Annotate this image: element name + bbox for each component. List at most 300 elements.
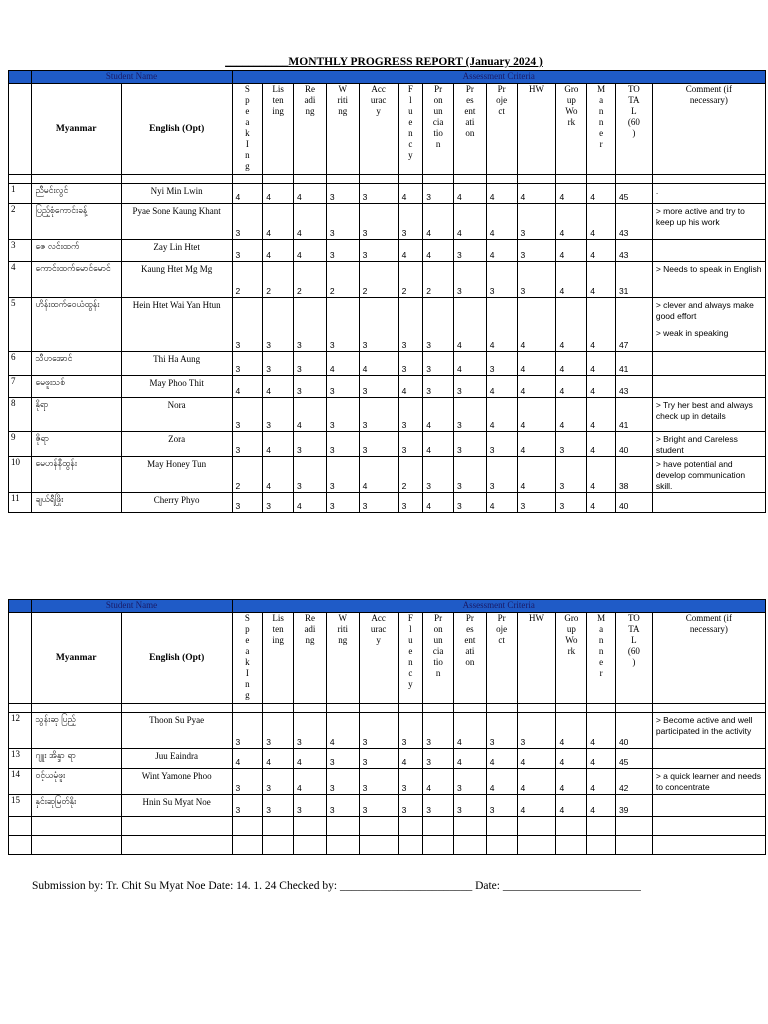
myanmar-name: ဇေ လင်းထက် xyxy=(31,240,121,262)
blank-cell xyxy=(232,817,263,836)
criteria-header-part: es xyxy=(466,624,474,634)
english-name: Thi Ha Aung xyxy=(121,352,232,376)
criteria-header-part: c xyxy=(408,668,413,678)
blank-cell xyxy=(359,817,398,836)
student-row xyxy=(9,749,766,769)
criteria-score: 3 xyxy=(326,184,359,204)
criteria-header-part: l xyxy=(409,624,412,634)
criteria-header-part: k xyxy=(245,657,250,667)
criteria-score: 3 xyxy=(423,749,454,769)
myanmar-name: ဂျူး အိန္ဒာ ရာ xyxy=(31,749,121,769)
criteria-score: 4 xyxy=(517,298,556,352)
criteria-score: 3 xyxy=(453,376,486,398)
criteria-header-part: oje xyxy=(496,624,508,634)
criteria-score: 3 xyxy=(232,398,263,432)
criteria-header-part: TO xyxy=(627,84,640,94)
criteria-score: 3 xyxy=(232,769,263,795)
criteria-header-part: ng xyxy=(305,106,315,116)
comment-text: . xyxy=(655,186,659,196)
criteria-header-part: e xyxy=(245,635,250,645)
criteria-header-part: ten xyxy=(272,95,284,105)
criteria-header-part: ing xyxy=(272,106,284,116)
number-header-cell xyxy=(9,613,32,704)
criteria-score: 4 xyxy=(263,376,294,398)
student-name-header: Student Name xyxy=(31,71,232,84)
comment-cell xyxy=(652,398,765,432)
criteria-header-part: e xyxy=(408,646,413,656)
spacer-row xyxy=(9,704,766,713)
criteria-score: 3 xyxy=(294,432,327,457)
criteria-header-10 xyxy=(556,613,587,704)
criteria-score: 4 xyxy=(517,432,556,457)
spacer-cell xyxy=(232,175,263,184)
comment-text: > clever and always make good effort xyxy=(655,300,754,321)
criteria-header-9 xyxy=(517,613,556,704)
row-number: 7 xyxy=(9,376,32,398)
criteria-header-0 xyxy=(232,84,263,175)
blank-cell xyxy=(326,817,359,836)
criteria-header-part: k xyxy=(245,128,250,138)
row-number: 14 xyxy=(9,769,32,795)
criteria-header-part: y xyxy=(408,679,413,689)
criteria-header-11 xyxy=(587,613,616,704)
english-name: Juu Eaindra xyxy=(121,749,232,769)
criteria-score: 2 xyxy=(232,262,263,298)
student-row xyxy=(9,298,766,352)
criteria-header-part: (60 xyxy=(627,646,640,656)
criteria-score: 3 xyxy=(486,795,517,817)
spacer-cell xyxy=(652,704,765,713)
blank-cell xyxy=(517,817,556,836)
english-name: Thoon Su Pyae xyxy=(121,713,232,749)
criteria-score: 4 xyxy=(423,432,454,457)
criteria-score: 3 xyxy=(232,432,263,457)
criteria-score: 4 xyxy=(517,184,556,204)
criteria-header-part: riti xyxy=(337,95,348,105)
blank-cell xyxy=(359,836,398,855)
criteria-score: 3 xyxy=(359,376,398,398)
criteria-header-part: HW xyxy=(529,613,544,623)
student-row xyxy=(9,713,766,749)
criteria-score: 4 xyxy=(294,749,327,769)
criteria-header-part: ct xyxy=(498,106,505,116)
criteria-score: 3 xyxy=(359,432,398,457)
criteria-score: 3 xyxy=(398,713,423,749)
criteria-header-part: up xyxy=(566,624,576,634)
spacer-cell xyxy=(263,704,294,713)
assessment-criteria-header: Assessment Criteria xyxy=(232,600,765,613)
spacer-cell xyxy=(263,175,294,184)
criteria-score: 3 xyxy=(294,713,327,749)
criteria-header-part: TA xyxy=(628,95,640,105)
criteria-score: 3 xyxy=(326,376,359,398)
criteria-score: 4 xyxy=(232,184,263,204)
blank-cell xyxy=(232,836,263,855)
criteria-score: 4 xyxy=(294,493,327,513)
criteria-score: 3 xyxy=(423,457,454,493)
criteria-score: 2 xyxy=(359,262,398,298)
criteria-score: 3 xyxy=(517,204,556,240)
criteria-score: 3 xyxy=(556,457,587,493)
criteria-score: 3 xyxy=(359,795,398,817)
criteria-header-part: F xyxy=(407,613,413,623)
criteria-score: 4 xyxy=(359,457,398,493)
student-row xyxy=(9,432,766,457)
criteria-score: 3 xyxy=(486,457,517,493)
criteria-header-part: Acc xyxy=(371,84,386,94)
criteria-header-part: ) xyxy=(632,657,636,667)
criteria-score: 3 xyxy=(517,262,556,298)
english-name: Nora xyxy=(121,398,232,432)
criteria-header-part: S xyxy=(244,613,250,623)
criteria-score: 3 xyxy=(517,493,556,513)
comment-cell xyxy=(652,457,765,493)
spacer-cell xyxy=(486,175,517,184)
criteria-header-part: Gro xyxy=(564,84,579,94)
criteria-header-part: on xyxy=(433,95,443,105)
total-score: 40 xyxy=(615,713,652,749)
comment-text: > Needs to speak in English xyxy=(655,264,762,274)
spacer-cell xyxy=(453,175,486,184)
criteria-score: 3 xyxy=(398,398,423,432)
row-number: 3 xyxy=(9,240,32,262)
criteria-score: 3 xyxy=(453,493,486,513)
criteria-header-part: L xyxy=(631,635,637,645)
progress-table-1 xyxy=(8,70,766,513)
criteria-score: 2 xyxy=(398,262,423,298)
criteria-header-part: F xyxy=(407,84,413,94)
total-score: 45 xyxy=(615,749,652,769)
myanmar-name: ဇိုရာ xyxy=(31,432,121,457)
myanmar-name: ဟိန်းထက်ဝေယံထွန်း xyxy=(31,298,121,352)
criteria-header-part: y xyxy=(376,635,381,645)
blank-cell xyxy=(615,817,652,836)
spacer-cell xyxy=(587,704,616,713)
student-name-header: Student Name xyxy=(31,600,232,613)
comment-text: > Try her best and always check up in details xyxy=(655,400,753,421)
comment-text: > more active and try to keep up his work xyxy=(655,206,745,227)
criteria-score: 4 xyxy=(486,493,517,513)
criteria-header-part: W xyxy=(338,84,347,94)
criteria-score: 3 xyxy=(263,352,294,376)
criteria-header-part: n xyxy=(598,646,604,656)
spacer-cell xyxy=(453,704,486,713)
spacer-cell xyxy=(652,175,765,184)
criteria-header-part: Acc xyxy=(371,613,386,623)
spacer-cell xyxy=(398,175,423,184)
criteria-header-10 xyxy=(556,84,587,175)
criteria-score: 4 xyxy=(263,184,294,204)
criteria-header-part: Gro xyxy=(564,613,579,623)
myanmar-name: ပြည့်စုံကောင်းခန့် xyxy=(31,204,121,240)
criteria-score: 3 xyxy=(359,493,398,513)
total-score: 43 xyxy=(615,204,652,240)
criteria-header-part: l xyxy=(409,95,412,105)
criteria-score: 4 xyxy=(232,749,263,769)
criteria-score: 3 xyxy=(423,713,454,749)
criteria-score: 3 xyxy=(326,749,359,769)
criteria-header-part: ati xyxy=(465,646,475,656)
criteria-header-part: g xyxy=(245,690,250,700)
student-row xyxy=(9,204,766,240)
criteria-score: 3 xyxy=(453,262,486,298)
criteria-header-part: on xyxy=(465,128,475,138)
english-name: Hein Htet Wai Yan Htun xyxy=(121,298,232,352)
criteria-header-part: TO xyxy=(627,613,640,623)
criteria-header-part: y xyxy=(376,106,381,116)
spacer-cell xyxy=(615,704,652,713)
criteria-score: 4 xyxy=(556,352,587,376)
progress-table-2 xyxy=(8,599,766,855)
criteria-header-part: cia xyxy=(432,646,444,656)
total-score: 40 xyxy=(615,432,652,457)
blank-cell xyxy=(423,836,454,855)
spacer-cell xyxy=(31,175,121,184)
spacer-cell xyxy=(556,175,587,184)
total-score: 43 xyxy=(615,376,652,398)
criteria-header-13 xyxy=(652,84,765,175)
spacer-row xyxy=(9,175,766,184)
row-number: 13 xyxy=(9,749,32,769)
band-blank-cell xyxy=(9,600,32,613)
criteria-score: 4 xyxy=(517,352,556,376)
header-band-row xyxy=(9,600,766,613)
criteria-score: 4 xyxy=(453,749,486,769)
criteria-score: 3 xyxy=(453,240,486,262)
row-number: 10 xyxy=(9,457,32,493)
criteria-score: 4 xyxy=(587,398,616,432)
criteria-score: 4 xyxy=(326,713,359,749)
criteria-header-part: ) xyxy=(632,128,636,138)
student-row xyxy=(9,457,766,493)
criteria-score: 2 xyxy=(326,262,359,298)
criteria-score: 3 xyxy=(326,769,359,795)
criteria-score: 3 xyxy=(326,457,359,493)
criteria-header-part: a xyxy=(599,624,604,634)
comment-cell xyxy=(652,795,765,817)
blank-cell xyxy=(294,836,327,855)
spacer-cell xyxy=(398,704,423,713)
criteria-header-part: Pr xyxy=(465,84,474,94)
criteria-score: 3 xyxy=(453,398,486,432)
criteria-header-part: on xyxy=(433,624,443,634)
criteria-header-part: tio xyxy=(433,128,443,138)
criteria-score: 4 xyxy=(486,204,517,240)
criteria-score: 3 xyxy=(263,298,294,352)
english-header: English (Opt) xyxy=(121,613,232,704)
row-number: 15 xyxy=(9,795,32,817)
criteria-score: 4 xyxy=(486,398,517,432)
criteria-header-part: adi xyxy=(304,624,316,634)
criteria-header-part: n xyxy=(408,657,413,667)
criteria-header-part: c xyxy=(408,139,413,149)
criteria-score: 4 xyxy=(587,352,616,376)
criteria-score: 3 xyxy=(398,769,423,795)
criteria-score: 4 xyxy=(587,376,616,398)
criteria-header-11 xyxy=(587,84,616,175)
criteria-header-part: n xyxy=(408,128,413,138)
criteria-score: 4 xyxy=(423,204,454,240)
blank-cell xyxy=(486,836,517,855)
criteria-score: 3 xyxy=(294,795,327,817)
comment-cell xyxy=(652,298,765,352)
criteria-header-6 xyxy=(423,613,454,704)
student-row xyxy=(9,769,766,795)
total-score: 39 xyxy=(615,795,652,817)
criteria-score: 3 xyxy=(453,795,486,817)
comment-cell xyxy=(652,262,765,298)
comment-cell xyxy=(652,432,765,457)
english-name: May Phoo Thit xyxy=(121,376,232,398)
criteria-score: 3 xyxy=(398,795,423,817)
criteria-header-part: y xyxy=(408,150,413,160)
criteria-header-part: Lis xyxy=(272,613,284,623)
criteria-score: 3 xyxy=(294,352,327,376)
spacer-cell xyxy=(9,704,32,713)
criteria-header-4 xyxy=(359,84,398,175)
criteria-header-3 xyxy=(326,613,359,704)
criteria-score: 3 xyxy=(486,262,517,298)
blank-cell xyxy=(294,817,327,836)
criteria-score: 3 xyxy=(232,493,263,513)
criteria-score: 3 xyxy=(326,298,359,352)
criteria-score: 3 xyxy=(453,769,486,795)
criteria-score: 2 xyxy=(232,457,263,493)
criteria-score: 3 xyxy=(232,795,263,817)
criteria-score: 4 xyxy=(232,376,263,398)
criteria-score: 3 xyxy=(232,713,263,749)
criteria-score: 3 xyxy=(556,493,587,513)
student-row xyxy=(9,398,766,432)
criteria-score: 3 xyxy=(359,749,398,769)
spacer-cell xyxy=(359,175,398,184)
comment-cell xyxy=(652,749,765,769)
column-header-row xyxy=(9,84,766,175)
english-name: Hnin Su Myat Noe xyxy=(121,795,232,817)
criteria-score: 4 xyxy=(556,262,587,298)
criteria-header-part: riti xyxy=(337,624,348,634)
criteria-score: 4 xyxy=(556,713,587,749)
criteria-header-part: Comment (if xyxy=(685,613,733,623)
criteria-score: 4 xyxy=(263,204,294,240)
criteria-score: 4 xyxy=(587,795,616,817)
criteria-header-part: Pr xyxy=(465,613,474,623)
title-text: MONTHLY PROGRESS REPORT (January 2024 ) xyxy=(288,56,543,68)
criteria-score: 3 xyxy=(453,432,486,457)
report-title xyxy=(0,56,768,68)
criteria-score: 4 xyxy=(587,298,616,352)
total-score: 40 xyxy=(615,493,652,513)
comment-cell xyxy=(652,769,765,795)
criteria-score: 4 xyxy=(517,749,556,769)
criteria-header-1 xyxy=(263,613,294,704)
criteria-score: 2 xyxy=(398,457,423,493)
criteria-header-part: e xyxy=(408,117,413,127)
criteria-header-part: n xyxy=(598,635,604,645)
total-score: 31 xyxy=(615,262,652,298)
criteria-score: 4 xyxy=(453,713,486,749)
criteria-score: 4 xyxy=(423,493,454,513)
blank-cell xyxy=(326,836,359,855)
criteria-score: 4 xyxy=(294,769,327,795)
criteria-score: 4 xyxy=(263,240,294,262)
criteria-score: 3 xyxy=(359,184,398,204)
criteria-header-part: rk xyxy=(567,646,576,656)
criteria-score: 4 xyxy=(294,204,327,240)
criteria-header-part: p xyxy=(245,624,250,634)
criteria-header-part: e xyxy=(245,106,250,116)
spacer-cell xyxy=(556,704,587,713)
criteria-score: 4 xyxy=(587,493,616,513)
row-number: 6 xyxy=(9,352,32,376)
blank-cell xyxy=(9,836,32,855)
criteria-header-part: a xyxy=(245,646,250,656)
total-score: 41 xyxy=(615,352,652,376)
criteria-header-5 xyxy=(398,613,423,704)
comment-text: > Become active and well participated in the activity xyxy=(655,715,753,736)
myanmar-name: ဝင့်ယမုံဖူး xyxy=(31,769,121,795)
criteria-header-1 xyxy=(263,84,294,175)
criteria-header-part: adi xyxy=(304,95,316,105)
criteria-header-6 xyxy=(423,84,454,175)
criteria-score: 2 xyxy=(423,262,454,298)
spacer-cell xyxy=(517,704,556,713)
blank-cell xyxy=(31,836,121,855)
blank-cell xyxy=(556,817,587,836)
blank-cell xyxy=(587,836,616,855)
student-row xyxy=(9,184,766,204)
criteria-score: 3 xyxy=(359,769,398,795)
total-score: 43 xyxy=(615,240,652,262)
english-name: Wint Yamone Phoo xyxy=(121,769,232,795)
criteria-score: 4 xyxy=(556,184,587,204)
criteria-header-part: un xyxy=(433,635,443,645)
criteria-header-part: n xyxy=(245,679,250,689)
myanmar-header: Myanmar xyxy=(31,613,121,704)
criteria-score: 4 xyxy=(453,184,486,204)
criteria-score: 4 xyxy=(294,398,327,432)
criteria-header-part: u xyxy=(408,635,413,645)
criteria-header-8 xyxy=(486,84,517,175)
criteria-score: 3 xyxy=(263,713,294,749)
row-number: 1 xyxy=(9,184,32,204)
total-score: 47 xyxy=(615,298,652,352)
criteria-header-part: S xyxy=(244,84,250,94)
criteria-score: 4 xyxy=(587,432,616,457)
criteria-score: 3 xyxy=(517,240,556,262)
criteria-header-part: M xyxy=(597,613,606,623)
criteria-header-0 xyxy=(232,613,263,704)
spacer-cell xyxy=(423,175,454,184)
criteria-header-part: es xyxy=(466,95,474,105)
comment-cell xyxy=(652,240,765,262)
spacer-cell xyxy=(423,704,454,713)
criteria-header-part: urac xyxy=(370,95,387,105)
comment-cell xyxy=(652,352,765,376)
blank-row xyxy=(9,817,766,836)
criteria-score: 3 xyxy=(232,352,263,376)
criteria-header-part: Pr xyxy=(497,613,506,623)
total-score: 45 xyxy=(615,184,652,204)
row-number: 12 xyxy=(9,713,32,749)
criteria-score: 3 xyxy=(423,795,454,817)
criteria-score: 4 xyxy=(359,352,398,376)
criteria-score: 3 xyxy=(359,398,398,432)
criteria-score: 4 xyxy=(556,240,587,262)
criteria-header-7 xyxy=(453,613,486,704)
criteria-score: 4 xyxy=(398,749,423,769)
criteria-score: 3 xyxy=(423,352,454,376)
